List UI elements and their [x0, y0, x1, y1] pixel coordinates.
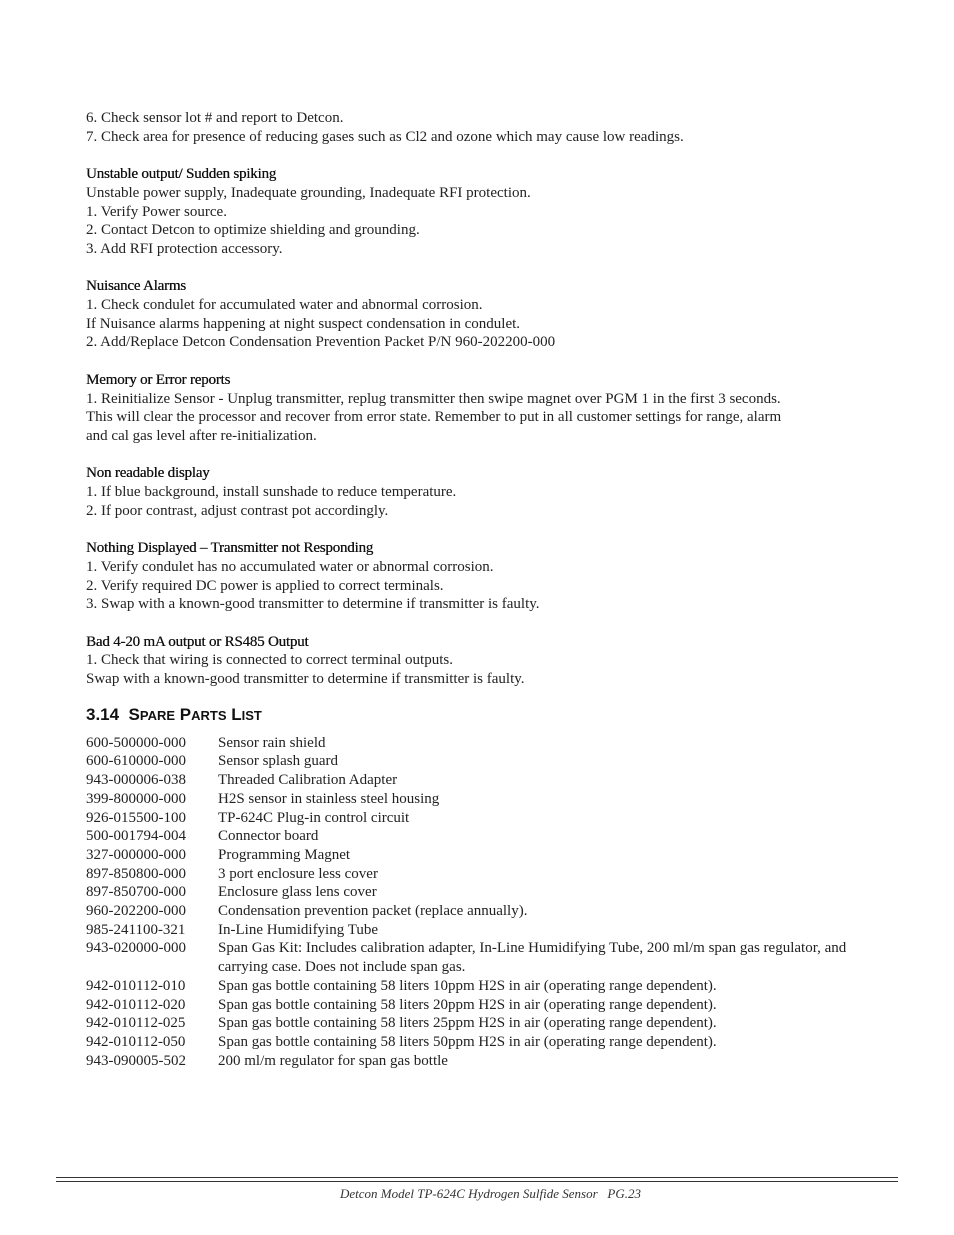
intro-line: 6. Check sensor lot # and report to Detcon.: [86, 110, 344, 126]
part-number: 943-000006-038: [86, 772, 186, 789]
intro-line: 7. Check area for presence of reducing gases such as Cl2 and ozone which may cause low readings.: [86, 128, 684, 145]
part-description: Connector board: [218, 828, 319, 845]
troubleshoot-memory-error: [86, 371, 876, 446]
section-line: and cal gas level after re-initialization.: [86, 427, 317, 444]
part-number: 943-090005-502: [86, 1052, 186, 1069]
part-number: 327-000000-000: [86, 846, 186, 863]
part-row: [86, 902, 876, 921]
section-number: 3.14: [86, 704, 120, 724]
part-description: Span gas bottle containing 58 liters 20ppm H2S in air (operating range dependent).: [218, 996, 717, 1013]
section-heading: Unstable output/ Sudden spiking: [86, 166, 277, 183]
troubleshoot-non-readable-display: [86, 464, 876, 520]
part-row: [86, 939, 876, 976]
section-heading: Nuisance Alarms: [86, 278, 186, 295]
part-description: H2S sensor in stainless steel housing: [218, 790, 440, 807]
part-description: Span gas bottle containing 58 liters 25ppm H2S in air (operating range dependent).: [218, 1015, 717, 1032]
spare-parts-list: [86, 734, 876, 1071]
section-line: 2. Verify required DC power is applied to correct terminals.: [86, 577, 444, 594]
part-row: [86, 846, 876, 865]
part-description: In-Line Humidifying Tube: [218, 921, 378, 938]
section-heading: Bad 4-20 mA output or RS485 Output: [86, 633, 309, 650]
part-number: 960-202200-000: [86, 903, 186, 920]
section-line: If Nuisance alarms happening at night suspect condensation in condulet.: [86, 315, 521, 332]
part-description: Condensation prevention packet (replace annually).: [218, 903, 528, 920]
footer-rule: [56, 1177, 898, 1178]
troubleshoot-unstable-output: [86, 165, 876, 259]
section-line: 3. Swap with a known-good transmitter to determine if transmitter is faulty.: [86, 596, 540, 613]
section-line: 2. Contact Detcon to optimize shielding and grounding.: [86, 222, 420, 239]
part-description: TP-624C Plug-in control circuit: [218, 809, 410, 826]
section-line: This will clear the processor and recover from error state. Remember to put in all customer settings for range, alarm: [86, 409, 782, 426]
part-description: Enclosure glass lens cover: [218, 884, 377, 901]
part-description: Threaded Calibration Adapter: [218, 772, 398, 789]
part-row: [86, 921, 876, 940]
part-row: [86, 1033, 876, 1052]
part-row: [86, 865, 876, 884]
part-row: [86, 790, 876, 809]
part-row: [86, 771, 876, 790]
part-number: 399-800000-000: [86, 790, 186, 807]
part-description: Span Gas Kit: Includes calibration adapter, In-Line Humidifying Tube, 200 ml/m span gas regulator, and carrying case. Does not include span gas.: [218, 940, 847, 976]
part-number: 926-015500-100: [86, 809, 186, 826]
part-description: Programming Magnet: [218, 846, 351, 863]
part-row: [86, 883, 876, 902]
section-line: 1. Check that wiring is connected to correct terminal outputs.: [86, 652, 453, 669]
section-line: 2. If poor contrast, adjust contrast pot accordingly.: [86, 502, 389, 519]
part-description: Sensor splash guard: [218, 753, 338, 770]
spare-parts-title: 3.14 SPARE PARTS LIST: [86, 704, 262, 724]
part-row: [86, 1014, 876, 1033]
part-number: 942-010112-025: [86, 1015, 186, 1032]
section-heading: Nothing Displayed – Transmitter not Responding: [86, 540, 374, 557]
section-line: 3. Add RFI protection accessory.: [86, 240, 283, 257]
section-line: 1. Verify condulet has no accumulated water or abnormal corrosion.: [86, 558, 494, 575]
page-footer: [340, 1186, 740, 1202]
section-line: 1. If blue background, install sunshade to reduce temperature.: [86, 484, 457, 500]
footer-title: Detcon Model TP-624C Hydrogen Sulfide Sensor: [340, 1186, 598, 1201]
part-row: [86, 809, 876, 828]
section-heading: Memory or Error reports: [86, 371, 231, 388]
part-number: 943-020000-000: [86, 940, 186, 957]
part-number: 985-241100-321: [86, 921, 186, 938]
part-number: 942-010112-020: [86, 996, 186, 1013]
part-number: 897-850700-000: [86, 884, 186, 901]
part-row: [86, 996, 876, 1015]
section-line: 1. Reinitialize Sensor - Unplug transmitter, replug transmitter then swipe magnet over PGM 1 in the first 3 seconds.: [86, 390, 781, 407]
troubleshoot-nothing-displayed: [86, 539, 876, 614]
section-line: 2. Add/Replace Detcon Condensation Prevention Packet P/N 960-202200-000: [86, 334, 556, 351]
part-description: Span gas bottle containing 58 liters 10ppm H2S in air (operating range dependent).: [218, 977, 717, 994]
part-number: 897-850800-000: [86, 865, 186, 882]
part-number: 500-001794-004: [86, 828, 186, 845]
section-line: 1. Verify Power source.: [86, 203, 227, 220]
part-row: [86, 977, 876, 996]
page-content: [86, 109, 876, 1070]
part-row: [86, 752, 876, 771]
part-description: Sensor rain shield: [218, 734, 326, 751]
section-line: Swap with a known-good transmitter to determine if transmitter is faulty.: [86, 671, 525, 687]
footer-rule: [56, 1181, 898, 1182]
part-number: 942-010112-010: [86, 977, 186, 994]
intro-block: [86, 109, 876, 146]
page-number: PG.23: [607, 1186, 642, 1201]
part-description: 3 port enclosure less cover: [218, 865, 378, 882]
section-line: 1. Check condulet for accumulated water and abnormal corrosion.: [86, 297, 483, 313]
troubleshoot-bad-output: [86, 633, 876, 689]
part-row: [86, 827, 876, 846]
part-number: 600-500000-000: [86, 734, 186, 751]
part-number: 600-610000-000: [86, 753, 186, 770]
part-row: [86, 1052, 876, 1071]
troubleshoot-nuisance-alarms: [86, 277, 876, 352]
part-number: 942-010112-050: [86, 1033, 186, 1050]
section-line: Unstable power supply, Inadequate grounding, Inadequate RFI protection.: [86, 184, 531, 201]
part-description: 200 ml/m regulator for span gas bottle: [218, 1052, 448, 1069]
section-heading: Non readable display: [86, 465, 210, 482]
part-row: [86, 734, 876, 753]
part-description: Span gas bottle containing 58 liters 50ppm H2S in air (operating range dependent).: [218, 1033, 717, 1050]
